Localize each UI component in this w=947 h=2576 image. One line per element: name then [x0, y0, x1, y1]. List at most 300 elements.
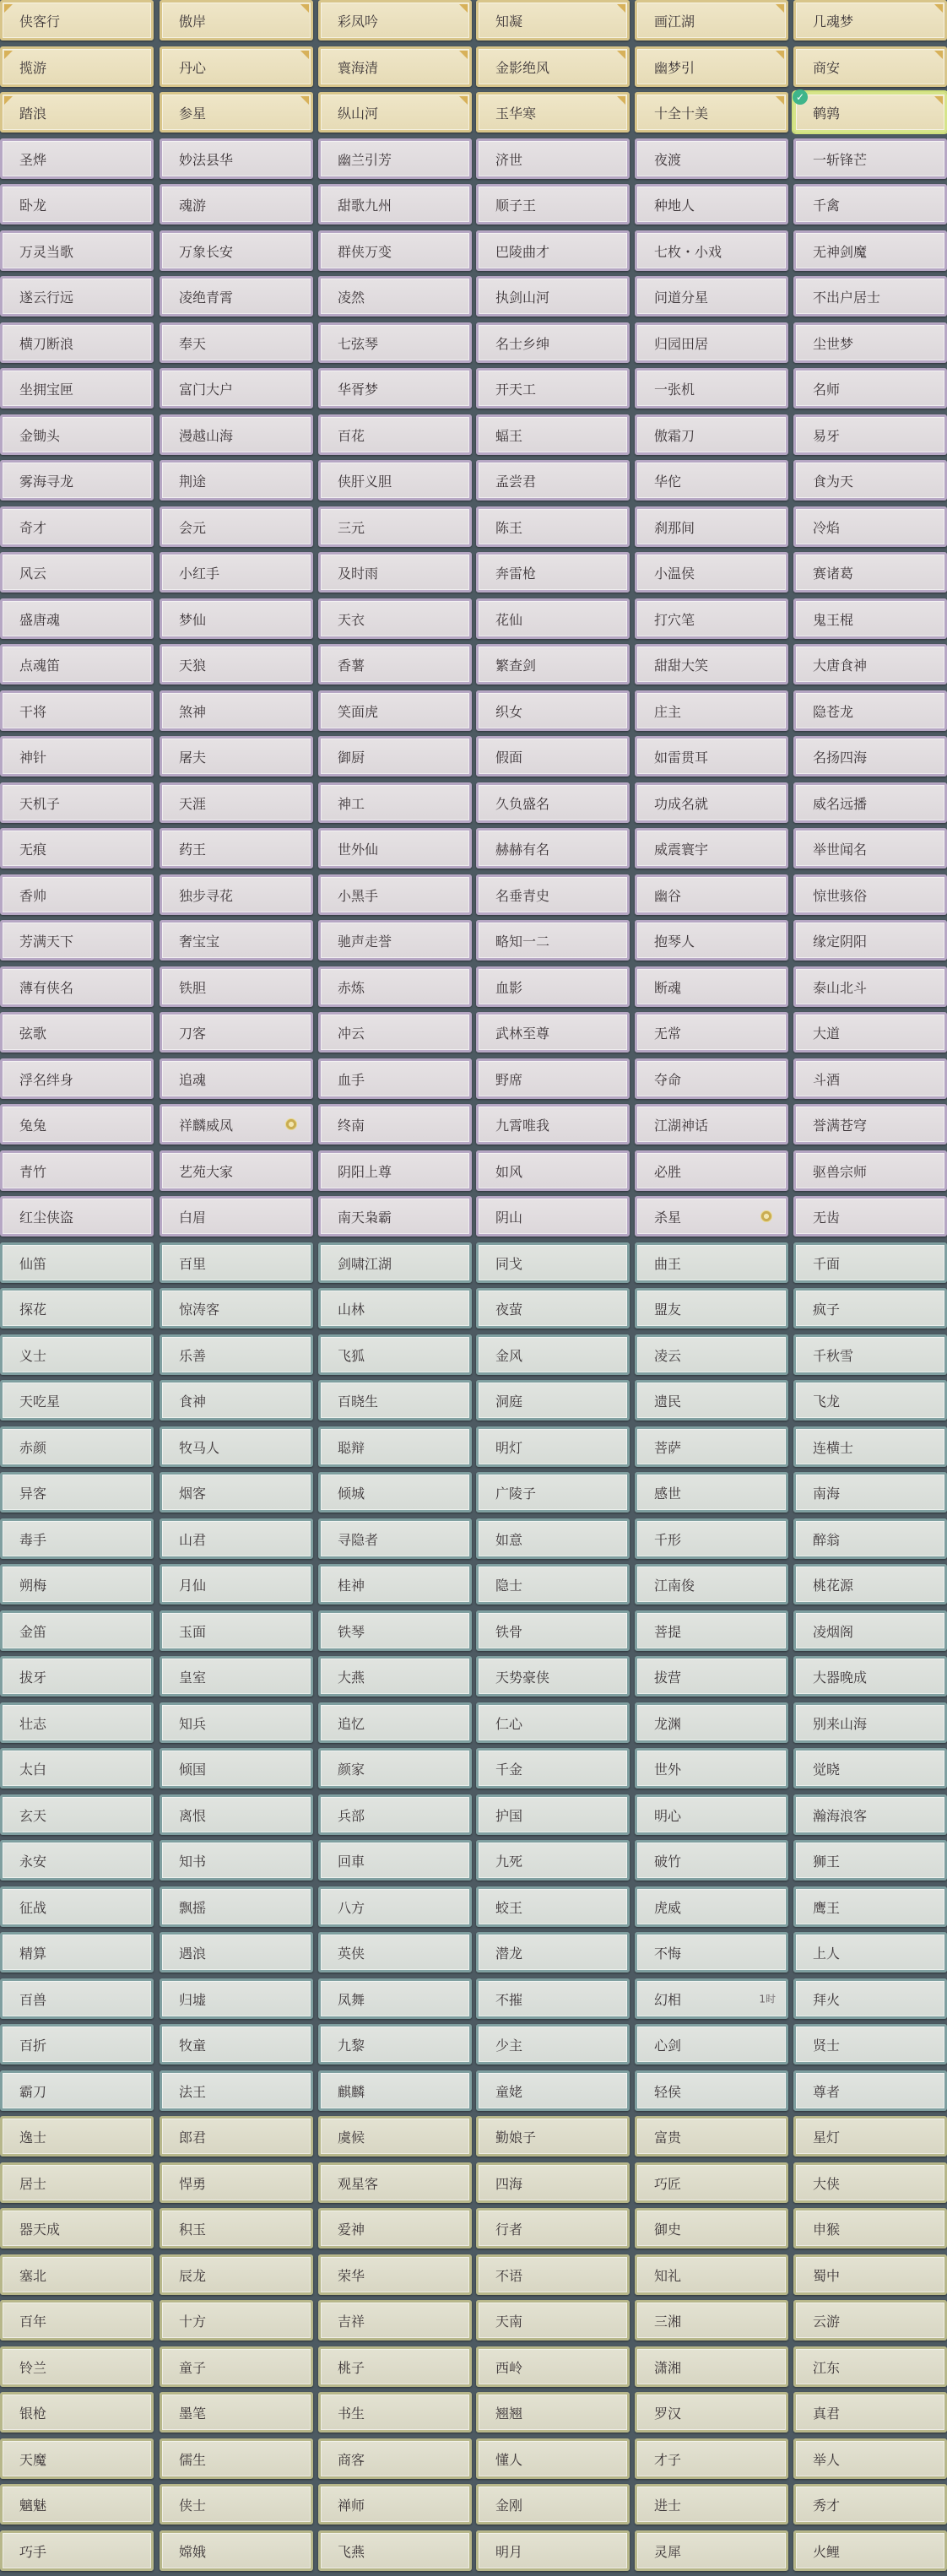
title-cell[interactable] [0, 552, 154, 593]
title-cell[interactable] [793, 1104, 947, 1145]
title-cell[interactable] [476, 552, 630, 593]
title-cell[interactable] [635, 138, 788, 179]
title-cell[interactable] [318, 1978, 472, 2019]
title-cell[interactable] [793, 2024, 947, 2065]
title-cell[interactable] [635, 506, 788, 547]
title-cell[interactable] [0, 1334, 154, 1375]
title-cell[interactable] [0, 2346, 154, 2387]
title-cell[interactable] [793, 2116, 947, 2157]
title-cell[interactable] [318, 1426, 472, 1467]
title-cell[interactable] [0, 1472, 154, 1513]
title-cell[interactable] [160, 2438, 313, 2479]
title-cell[interactable] [160, 644, 313, 685]
title-cell[interactable] [0, 322, 154, 363]
title-cell[interactable] [635, 92, 788, 133]
title-cell[interactable] [160, 1978, 313, 2019]
title-cell[interactable] [476, 1794, 630, 1835]
title-cell[interactable] [0, 2300, 154, 2341]
title-cell[interactable] [318, 2346, 472, 2387]
title-cell[interactable] [476, 2116, 630, 2157]
title-cell[interactable] [160, 1840, 313, 1881]
title-cell[interactable] [635, 1978, 788, 2019]
title-cell[interactable] [635, 598, 788, 639]
title-cell[interactable] [318, 2024, 472, 2065]
title-cell[interactable] [793, 1196, 947, 1237]
title-cell[interactable] [0, 1518, 154, 1559]
title-cell[interactable] [0, 138, 154, 179]
title-cell[interactable] [160, 1104, 313, 1145]
title-cell[interactable] [160, 2392, 313, 2433]
title-cell[interactable] [635, 2162, 788, 2203]
title-cell[interactable] [635, 1748, 788, 1789]
title-cell[interactable] [635, 2024, 788, 2065]
title-cell[interactable] [0, 1564, 154, 1605]
title-cell[interactable] [476, 690, 630, 731]
title-cell[interactable] [160, 782, 313, 823]
title-cell[interactable] [793, 1932, 947, 1973]
title-cell[interactable] [793, 368, 947, 409]
title-cell[interactable] [318, 1702, 472, 1743]
title-cell[interactable] [0, 690, 154, 731]
title-cell[interactable] [0, 0, 154, 41]
title-cell[interactable] [318, 1748, 472, 1789]
title-cell[interactable] [476, 276, 630, 317]
title-cell[interactable] [0, 1702, 154, 1743]
title-cell[interactable] [0, 230, 154, 271]
title-cell[interactable] [0, 966, 154, 1007]
title-cell[interactable] [635, 2346, 788, 2387]
title-cell[interactable] [635, 460, 788, 501]
title-cell[interactable] [0, 506, 154, 547]
title-cell[interactable] [318, 1196, 472, 1237]
title-cell[interactable] [476, 368, 630, 409]
title-cell[interactable] [0, 1656, 154, 1697]
title-cell[interactable] [476, 1380, 630, 1421]
title-cell[interactable] [160, 1426, 313, 1467]
title-cell[interactable] [635, 0, 788, 41]
title-cell[interactable] [635, 230, 788, 271]
title-cell[interactable] [318, 1380, 472, 1421]
title-cell[interactable] [318, 1288, 472, 1329]
title-cell[interactable] [318, 276, 472, 317]
title-cell[interactable] [0, 1748, 154, 1789]
title-cell[interactable] [635, 1472, 788, 1513]
title-cell[interactable] [160, 920, 313, 961]
title-cell[interactable] [635, 1288, 788, 1329]
title-cell[interactable] [318, 2162, 472, 2203]
title-cell[interactable] [160, 1150, 313, 1191]
title-cell[interactable] [793, 1380, 947, 1421]
title-cell[interactable] [160, 1288, 313, 1329]
title-cell[interactable] [160, 1564, 313, 1605]
title-cell[interactable] [0, 1840, 154, 1881]
title-cell[interactable] [476, 1472, 630, 1513]
title-cell[interactable] [635, 322, 788, 363]
title-cell[interactable] [793, 1472, 947, 1513]
title-cell[interactable] [160, 1058, 313, 1099]
title-cell[interactable] [160, 2530, 313, 2571]
title-cell[interactable] [318, 1794, 472, 1835]
title-cell[interactable] [0, 2024, 154, 2065]
title-cell[interactable] [318, 1104, 472, 1145]
title-cell[interactable] [318, 1610, 472, 1651]
title-cell[interactable] [793, 966, 947, 1007]
title-cell[interactable] [476, 2346, 630, 2387]
title-cell[interactable] [318, 2116, 472, 2157]
title-cell[interactable] [793, 736, 947, 777]
title-cell[interactable] [160, 2162, 313, 2203]
title-cell[interactable] [0, 368, 154, 409]
title-cell[interactable] [318, 1840, 472, 1881]
title-cell[interactable] [160, 1196, 313, 1237]
title-cell[interactable] [160, 2300, 313, 2341]
title-cell[interactable] [793, 2208, 947, 2249]
title-cell[interactable] [0, 46, 154, 87]
title-cell[interactable] [635, 184, 788, 225]
title-cell[interactable] [318, 230, 472, 271]
title-cell[interactable] [635, 1794, 788, 1835]
title-cell[interactable] [476, 230, 630, 271]
title-cell[interactable] [635, 1932, 788, 1973]
title-cell[interactable] [318, 1472, 472, 1513]
title-cell[interactable] [160, 230, 313, 271]
title-cell[interactable] [318, 736, 472, 777]
title-cell[interactable] [635, 1656, 788, 1697]
title-cell[interactable] [160, 552, 313, 593]
title-cell[interactable] [0, 644, 154, 685]
title-cell[interactable] [476, 460, 630, 501]
title-cell[interactable] [476, 138, 630, 179]
title-cell[interactable] [476, 1058, 630, 1099]
title-cell[interactable] [160, 1656, 313, 1697]
title-cell[interactable] [0, 1058, 154, 1099]
title-cell[interactable] [0, 2438, 154, 2479]
title-cell[interactable] [476, 2530, 630, 2571]
title-cell[interactable] [635, 1150, 788, 1191]
title-cell[interactable] [635, 552, 788, 593]
title-cell[interactable] [160, 2484, 313, 2525]
title-cell[interactable] [793, 2254, 947, 2295]
title-cell[interactable] [476, 1012, 630, 1053]
title-cell[interactable] [635, 1518, 788, 1559]
title-cell[interactable] [793, 1794, 947, 1835]
title-cell[interactable] [635, 966, 788, 1007]
title-cell[interactable] [0, 1288, 154, 1329]
title-cell[interactable] [476, 1242, 630, 1283]
title-cell[interactable] [793, 184, 947, 225]
title-cell[interactable] [793, 2070, 947, 2111]
title-cell[interactable] [635, 2070, 788, 2111]
title-cell[interactable] [318, 644, 472, 685]
title-cell[interactable] [318, 414, 472, 455]
title-cell[interactable] [160, 1748, 313, 1789]
title-cell[interactable] [793, 2438, 947, 2479]
title-cell[interactable] [793, 1012, 947, 1053]
title-cell[interactable] [0, 598, 154, 639]
title-cell[interactable] [318, 1564, 472, 1605]
title-cell[interactable] [476, 1702, 630, 1743]
title-cell[interactable] [160, 506, 313, 547]
title-cell[interactable] [793, 0, 947, 41]
title-cell[interactable] [476, 1656, 630, 1697]
title-cell[interactable] [476, 1840, 630, 1881]
title-cell[interactable] [635, 1242, 788, 1283]
title-cell[interactable] [476, 2392, 630, 2433]
title-cell[interactable] [476, 2254, 630, 2295]
title-cell[interactable] [793, 1886, 947, 1927]
title-cell[interactable] [635, 782, 788, 823]
title-cell[interactable] [476, 46, 630, 87]
title-cell[interactable] [0, 920, 154, 961]
title-cell[interactable] [0, 2254, 154, 2295]
title-cell[interactable] [160, 1518, 313, 1559]
title-cell[interactable] [793, 276, 947, 317]
title-cell[interactable] [476, 966, 630, 1007]
title-cell[interactable] [476, 1150, 630, 1191]
title-cell[interactable] [160, 414, 313, 455]
title-cell[interactable] [476, 1334, 630, 1375]
title-cell[interactable] [0, 1610, 154, 1651]
title-cell[interactable] [318, 2392, 472, 2433]
title-cell[interactable] [318, 92, 472, 133]
title-cell[interactable] [793, 414, 947, 455]
title-cell[interactable] [160, 1242, 313, 1283]
title-cell[interactable] [318, 2484, 472, 2525]
title-cell[interactable] [0, 92, 154, 133]
title-cell[interactable] [635, 1886, 788, 1927]
title-cell[interactable] [635, 874, 788, 915]
title-cell[interactable] [793, 460, 947, 501]
title-cell[interactable] [476, 1748, 630, 1789]
title-cell[interactable] [793, 1978, 947, 2019]
title-cell[interactable] [635, 920, 788, 961]
title-cell[interactable] [160, 874, 313, 915]
title-cell[interactable] [793, 690, 947, 731]
title-cell[interactable] [160, 92, 313, 133]
title-cell[interactable] [793, 828, 947, 869]
title-cell[interactable] [635, 736, 788, 777]
title-cell[interactable] [318, 2300, 472, 2341]
title-cell[interactable] [318, 1932, 472, 1973]
title-cell[interactable] [318, 322, 472, 363]
title-cell[interactable] [635, 828, 788, 869]
title-cell[interactable] [793, 920, 947, 961]
title-cell[interactable] [0, 1932, 154, 1973]
title-cell[interactable] [0, 2116, 154, 2157]
title-cell[interactable] [160, 2116, 313, 2157]
title-cell[interactable] [318, 2070, 472, 2111]
title-cell[interactable] [160, 46, 313, 87]
title-cell[interactable] [793, 1564, 947, 1605]
title-cell[interactable] [476, 1288, 630, 1329]
title-cell[interactable] [793, 1058, 947, 1099]
title-cell[interactable] [635, 2392, 788, 2433]
title-cell[interactable] [0, 1794, 154, 1835]
title-cell[interactable] [793, 874, 947, 915]
title-cell[interactable] [635, 1380, 788, 1421]
title-cell[interactable] [476, 506, 630, 547]
title-cell[interactable] [476, 414, 630, 455]
title-cell[interactable] [0, 2208, 154, 2249]
title-cell[interactable] [0, 874, 154, 915]
title-cell[interactable] [793, 2392, 947, 2433]
title-cell[interactable] [793, 230, 947, 271]
title-cell[interactable] [476, 2208, 630, 2249]
title-cell[interactable] [318, 1058, 472, 1099]
title-cell[interactable] [476, 1564, 630, 1605]
title-cell[interactable] [476, 828, 630, 869]
title-cell[interactable] [476, 598, 630, 639]
title-cell[interactable] [635, 644, 788, 685]
title-cell[interactable] [318, 1012, 472, 1053]
title-cell[interactable] [160, 1472, 313, 1513]
title-cell[interactable] [793, 1242, 947, 1283]
title-cell[interactable] [318, 46, 472, 87]
title-cell[interactable] [635, 2116, 788, 2157]
title-cell[interactable] [318, 552, 472, 593]
title-cell[interactable] [476, 92, 630, 133]
title-cell[interactable] [793, 1748, 947, 1789]
title-cell[interactable] [318, 598, 472, 639]
title-cell[interactable] [476, 2162, 630, 2203]
title-cell[interactable] [793, 1610, 947, 1651]
title-cell[interactable] [318, 1150, 472, 1191]
title-cell[interactable] [160, 2254, 313, 2295]
title-cell[interactable] [0, 2484, 154, 2525]
title-cell[interactable] [160, 736, 313, 777]
title-cell[interactable] [793, 2300, 947, 2341]
title-cell[interactable] [476, 2484, 630, 2525]
title-cell[interactable] [793, 598, 947, 639]
title-cell[interactable] [160, 2070, 313, 2111]
title-cell[interactable] [476, 0, 630, 41]
title-cell[interactable] [476, 920, 630, 961]
title-cell[interactable] [793, 1840, 947, 1881]
title-cell[interactable] [793, 782, 947, 823]
title-cell[interactable] [160, 1932, 313, 1973]
title-cell[interactable] [476, 2024, 630, 2065]
title-cell[interactable] [793, 2484, 947, 2525]
title-cell[interactable] [635, 46, 788, 87]
title-cell[interactable] [793, 92, 947, 133]
title-cell[interactable] [793, 1702, 947, 1743]
title-cell[interactable] [318, 506, 472, 547]
title-cell[interactable] [318, 184, 472, 225]
title-cell[interactable] [793, 2530, 947, 2571]
title-cell[interactable] [793, 506, 947, 547]
title-cell[interactable] [635, 1564, 788, 1605]
title-cell[interactable] [160, 2208, 313, 2249]
title-cell[interactable] [476, 1518, 630, 1559]
title-cell[interactable] [635, 2530, 788, 2571]
title-cell[interactable] [160, 1012, 313, 1053]
title-cell[interactable] [476, 1426, 630, 1467]
title-cell[interactable] [160, 322, 313, 363]
title-cell[interactable] [0, 1978, 154, 2019]
title-cell[interactable] [476, 644, 630, 685]
title-cell[interactable] [793, 322, 947, 363]
title-cell[interactable] [635, 2438, 788, 2479]
title-cell[interactable] [318, 2208, 472, 2249]
title-cell[interactable] [318, 966, 472, 1007]
title-cell[interactable] [476, 1978, 630, 2019]
title-cell[interactable] [0, 2530, 154, 2571]
title-cell[interactable] [0, 276, 154, 317]
title-cell[interactable] [0, 460, 154, 501]
title-cell[interactable] [0, 1426, 154, 1467]
title-cell[interactable] [635, 1058, 788, 1099]
title-cell[interactable] [635, 2208, 788, 2249]
title-cell[interactable] [160, 368, 313, 409]
title-cell[interactable] [0, 184, 154, 225]
title-cell[interactable] [476, 184, 630, 225]
title-cell[interactable] [0, 1150, 154, 1191]
title-cell[interactable] [0, 1242, 154, 1283]
title-cell[interactable] [635, 2254, 788, 2295]
title-cell[interactable] [793, 1288, 947, 1329]
title-cell[interactable] [160, 276, 313, 317]
title-cell[interactable] [0, 1196, 154, 1237]
title-cell[interactable] [793, 46, 947, 87]
title-cell[interactable] [635, 1840, 788, 1881]
title-cell[interactable] [318, 2438, 472, 2479]
title-cell[interactable] [635, 2484, 788, 2525]
title-cell[interactable] [793, 2162, 947, 2203]
title-cell[interactable] [318, 1518, 472, 1559]
title-cell[interactable] [476, 1886, 630, 1927]
title-cell[interactable] [793, 1656, 947, 1697]
title-cell[interactable] [160, 690, 313, 731]
title-cell[interactable] [0, 1886, 154, 1927]
title-cell[interactable] [318, 1242, 472, 1283]
title-cell[interactable] [318, 920, 472, 961]
title-cell[interactable] [476, 1610, 630, 1651]
title-cell[interactable] [0, 1012, 154, 1053]
title-cell[interactable] [160, 0, 313, 41]
title-cell[interactable] [476, 1104, 630, 1145]
title-cell[interactable] [0, 782, 154, 823]
title-cell[interactable] [160, 1886, 313, 1927]
title-cell[interactable] [793, 2346, 947, 2387]
title-cell[interactable] [476, 2438, 630, 2479]
title-cell[interactable] [476, 874, 630, 915]
title-cell[interactable] [635, 1610, 788, 1651]
title-cell[interactable] [318, 138, 472, 179]
title-cell[interactable] [318, 368, 472, 409]
title-cell[interactable] [635, 368, 788, 409]
title-cell[interactable] [318, 460, 472, 501]
title-cell[interactable] [635, 414, 788, 455]
title-cell[interactable] [160, 1702, 313, 1743]
title-cell[interactable] [635, 1426, 788, 1467]
title-cell[interactable] [635, 1702, 788, 1743]
title-cell[interactable] [635, 690, 788, 731]
title-cell[interactable] [160, 1610, 313, 1651]
title-cell[interactable] [318, 690, 472, 731]
title-cell[interactable] [635, 1334, 788, 1375]
title-cell[interactable] [160, 966, 313, 1007]
title-cell[interactable] [476, 736, 630, 777]
title-cell[interactable] [0, 2070, 154, 2111]
title-cell[interactable] [793, 552, 947, 593]
title-cell[interactable] [318, 1886, 472, 1927]
title-cell[interactable] [635, 1012, 788, 1053]
title-cell[interactable] [793, 1334, 947, 1375]
title-cell[interactable] [160, 1380, 313, 1421]
title-cell[interactable] [793, 644, 947, 685]
title-cell[interactable] [476, 2070, 630, 2111]
title-cell[interactable] [160, 2024, 313, 2065]
